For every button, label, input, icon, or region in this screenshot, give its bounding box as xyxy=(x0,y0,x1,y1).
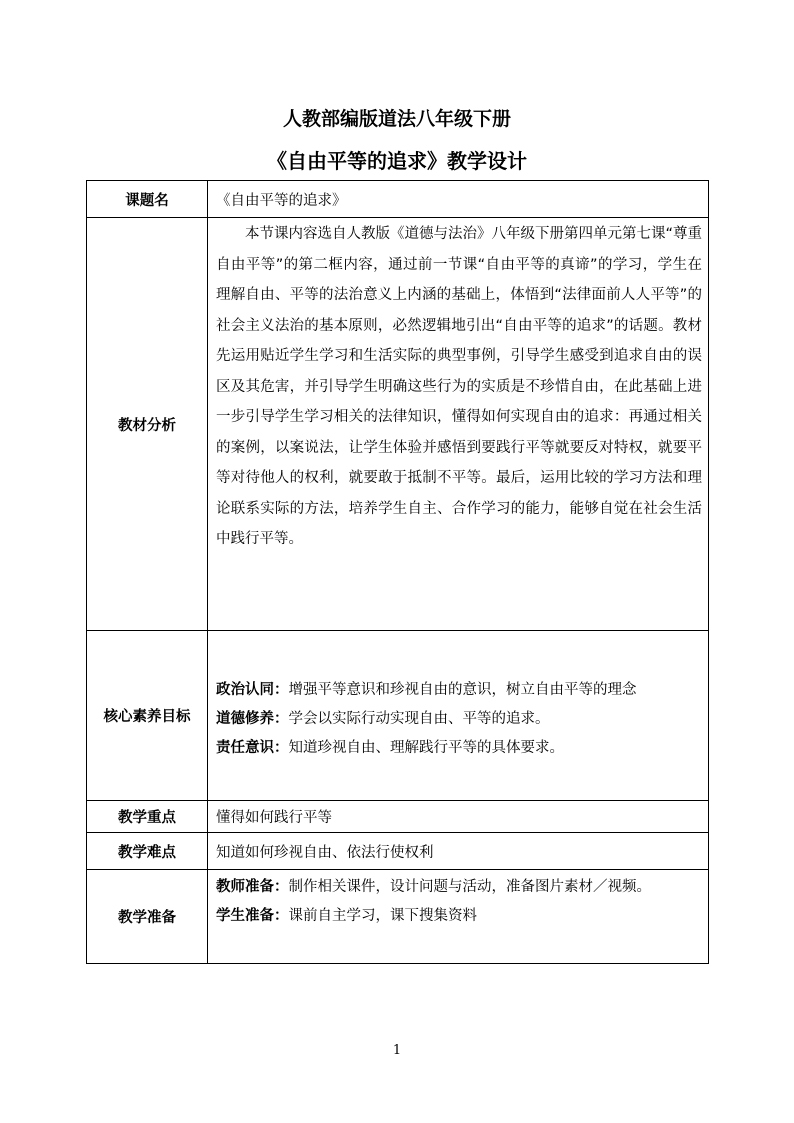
preparation-item xyxy=(216,902,702,931)
difficulty-value: 知道如何珍视自由、依法行使权利 xyxy=(208,833,709,870)
difficulty-label: 教学难点 xyxy=(87,833,208,870)
goal-item xyxy=(216,734,702,763)
goal-key: 政治认同： xyxy=(216,682,289,698)
goal-text: 增强平等意识和珍视自由的意识，树立自由平等的理念 xyxy=(288,682,637,698)
document-subtitle: 《自由平等的追求》教学设计 xyxy=(267,149,527,173)
table-row-preparation xyxy=(87,870,709,964)
analysis-label: 教材分析 xyxy=(87,218,208,631)
table-row-difficulty xyxy=(87,833,709,870)
table-row-topic xyxy=(87,181,709,218)
goal-key: 道德修养： xyxy=(216,711,289,727)
preparation-text: 制作相关课件，设计问题与活动，准备图片素材／视频。 xyxy=(288,879,651,895)
table-row-goals xyxy=(87,631,709,801)
topic-label: 课题名 xyxy=(87,181,208,218)
goal-text: 知道珍视自由、理解践行平等的具体要求。 xyxy=(288,740,564,756)
preparation-item xyxy=(216,873,702,902)
goals-label: 核心素养目标 xyxy=(87,631,208,801)
key-point-label: 教学重点 xyxy=(87,801,208,833)
preparation-key: 教师准备： xyxy=(216,879,289,895)
table-row-analysis xyxy=(87,218,709,631)
preparation-label: 教学准备 xyxy=(87,870,208,964)
goal-item xyxy=(216,705,702,734)
goal-key: 责任意识： xyxy=(216,740,289,756)
page-number: 1 xyxy=(392,1043,402,1058)
preparation-key: 学生准备： xyxy=(216,908,289,924)
analysis-text: 本节课内容选自人教版《道德与法治》八年级下册第四单元第七课“尊重自由平等”的第二框内容，通过前一节课“自由平等的真谛”的学习，学生在理解自由、平等的法治意义上内涵的基础上，体悟到“法律面前人人平等”的社会主义法治的基本原则，必然逻辑地引出“自由平等的追求”的话题。教材先运用贴近学生学习和生活实际的典型事例，引导学生感受到追求自由的误区及其危害，并引导学生明确这些行为的实质是不珍惜自由，在此基础上进一步引导学生学习相关的法律知识，懂得如何实现自由的追求：再通过相关的案例，以案说法，让学生体验并感悟到要践行平等就要反对特权，就要平等对待他人的权利，就要敢于抵制不平等。最后，运用比较的学习方法和理论联系实际的方法，培养学生自主、合作学习的能力，能够自觉在社会生活中践行平等。 xyxy=(216,226,703,547)
document-title: 人教部编版道法八年级下册 xyxy=(282,108,511,130)
goal-text: 学会以实际行动实现自由、平等的追求。 xyxy=(288,711,550,727)
key-point-value: 懂得如何践行平等 xyxy=(208,801,709,833)
lesson-plan-table xyxy=(86,180,709,964)
topic-value: 《自由平等的追求》 xyxy=(208,181,709,218)
goal-item xyxy=(216,676,702,705)
table-row-key-point xyxy=(87,801,709,833)
preparation-text: 课前自主学习，课下搜集资料 xyxy=(288,908,477,924)
